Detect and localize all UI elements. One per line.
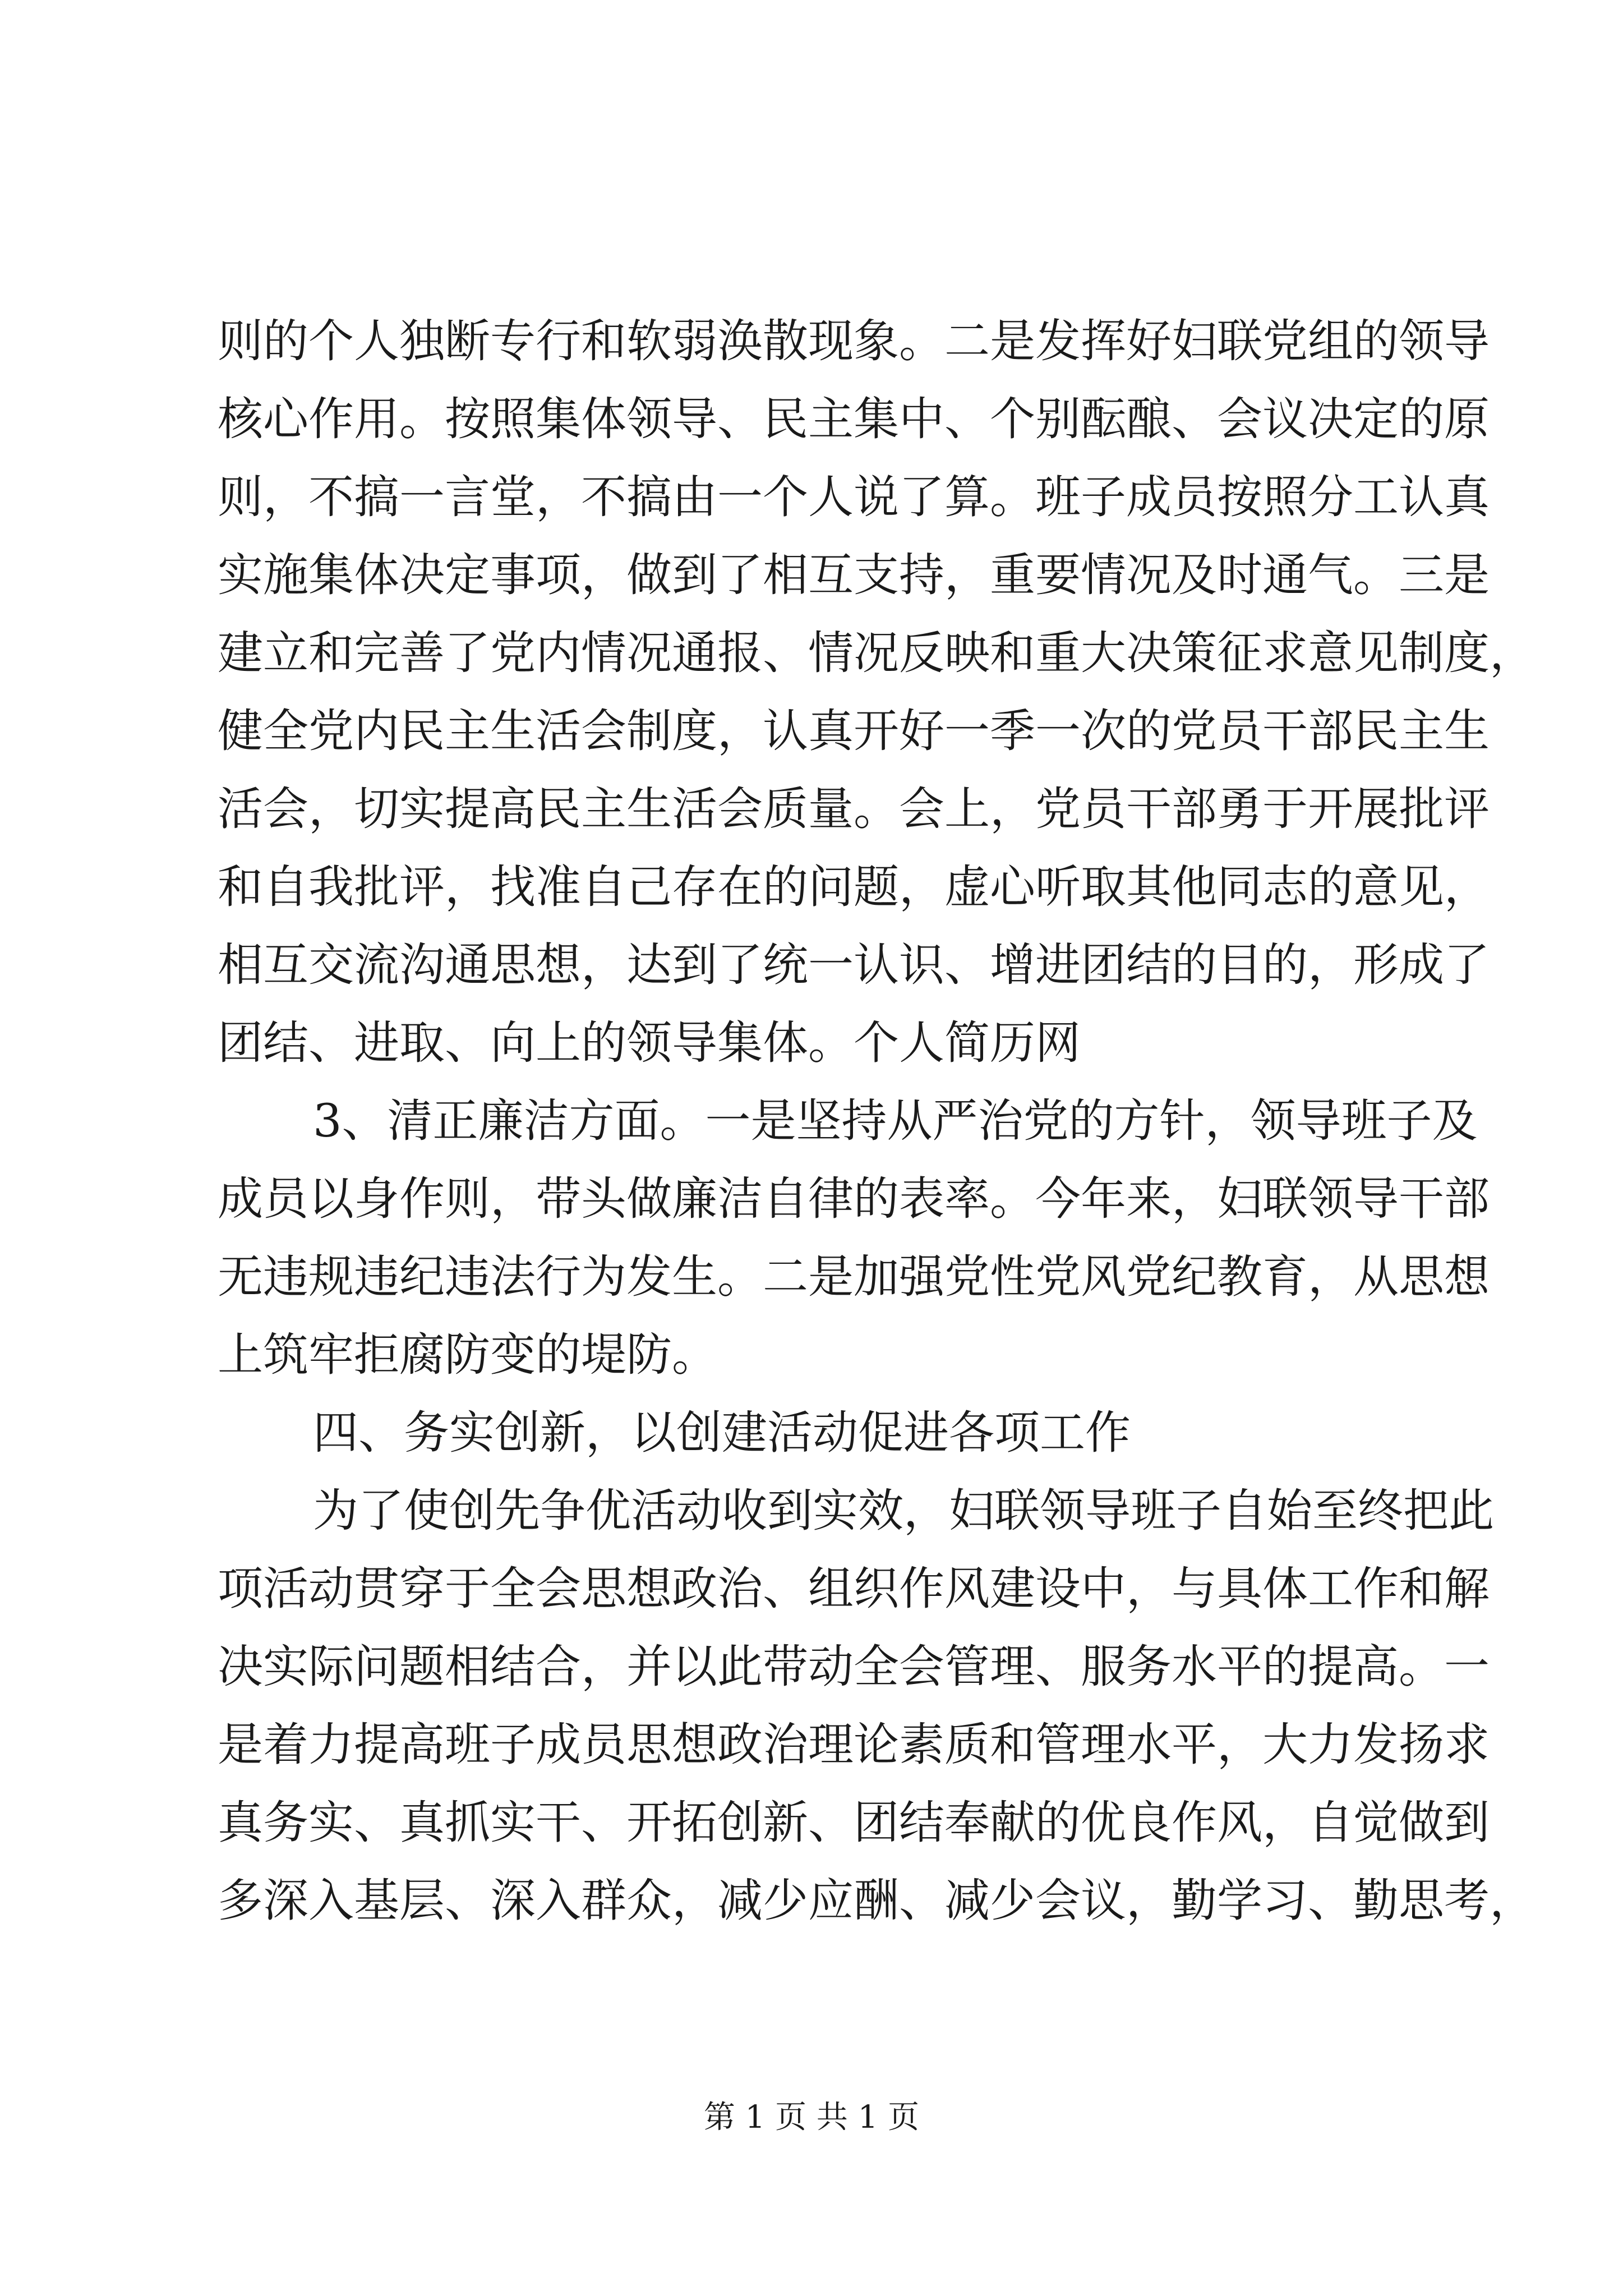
text-line: 决实际问题相结合，并以此带动全会管理、服务水平的提高。一	[218, 1641, 1490, 1694]
text-line: 活会，切实提高民主生活会质量。会上，党员干部勇于开展批评	[218, 783, 1490, 836]
text-line: 和自我批评，找准自己存在的问题，虚心听取其他同志的意见，	[218, 861, 1490, 914]
text-line: 相互交流沟通思想，达到了统一认识、增进团结的目的，形成了	[218, 939, 1490, 992]
text-line: 核心作用。按照集体领导、民主集中、个别酝酿、会议决定的原	[218, 393, 1490, 446]
text-line: 多深入基层、深入群众，减少应酬、减少会议，勤学习、勤思考，	[218, 1875, 1536, 1927]
section-heading: 四、务实创新，以创建活动促进各项工作	[313, 1407, 1131, 1460]
text-line: 真务实、真抓实干、开拓创新、团结奉献的优良作风，自觉做到	[218, 1797, 1490, 1849]
text-line: 上筑牢拒腐防变的堤防。	[218, 1329, 718, 1382]
text-line: 实施集体决定事项，做到了相互支持，重要情况及时通气。三是	[218, 549, 1490, 602]
paragraph-start-line: 为了使创先争优活动收到实效，妇联领导班子自始至终把此	[313, 1485, 1495, 1538]
text-line: 是着力提高班子成员思想政治理论素质和管理水平，大力发扬求	[218, 1719, 1490, 1772]
text-line: 团结、进取、向上的领导集体。个人简历网	[218, 1017, 1081, 1070]
text-line: 则的个人独断专行和软弱涣散现象。二是发挥好妇联党组的领导	[218, 315, 1490, 368]
text-line: 成员以身作则，带头做廉洁自律的表率。今年来，妇联领导干部	[218, 1173, 1490, 1226]
page-number-footer: 第 1 页 共 1 页	[703, 2099, 920, 2136]
text-line: 无违规违纪违法行为发生。二是加强党性党风党纪教育，从思想	[218, 1251, 1490, 1304]
text-line: 建立和完善了党内情况通报、情况反映和重大决策征求意见制度，	[218, 627, 1536, 680]
text-line: 项活动贯穿于全会思想政治、组织作风建设中，与具体工作和解	[218, 1563, 1490, 1616]
text-line: 则，不搞一言堂，不搞由一个人说了算。班子成员按照分工认真	[218, 471, 1490, 524]
document-body	[218, 303, 1536, 1940]
paragraph-start-line: 3、清正廉洁方面。一是坚持从严治党的方针，领导班子及	[313, 1095, 1478, 1148]
text-line: 健全党内民主生活会制度，认真开好一季一次的党员干部民主生	[218, 705, 1490, 758]
